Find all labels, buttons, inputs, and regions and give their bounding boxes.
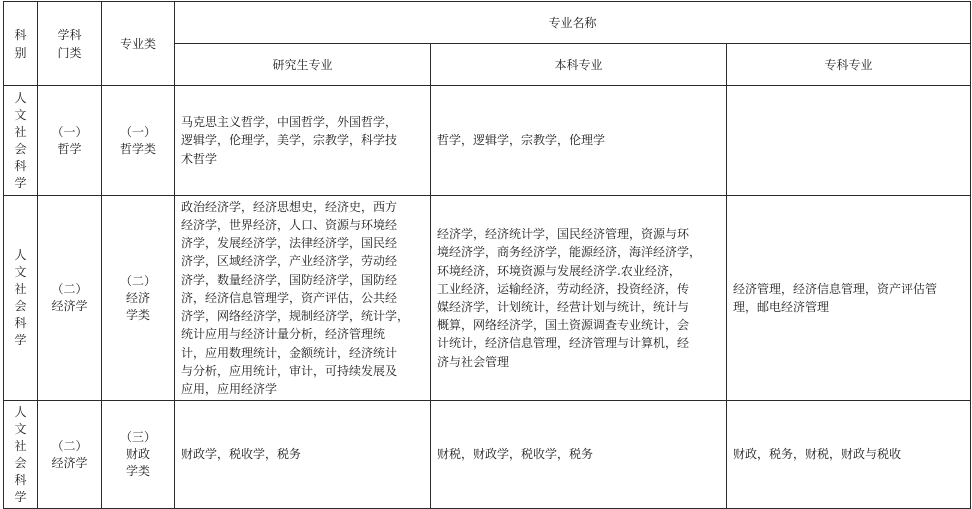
vocational-cell <box>727 86 971 196</box>
vocational-cell: 经济管理，经济信息管理，资产评估管 理，邮电经济管理 <box>727 196 971 401</box>
undergraduate-cell: 财税，财政学，税收学，税务 <box>431 401 727 509</box>
header-vocational: 专科专业 <box>727 44 971 86</box>
table-row <box>4 196 971 401</box>
undergraduate-cell: 经济学，经济统计学，国民经济管理，资源与环 境经济学，商务经济学，能源经济，海洋经济学， 环境经济，环境资源与发展经济学.农业经济， 工业经济，运输经济，劳动经济，投资经济，传 媒经济学，计划统计，经营计划与统计，统计与 概算，网络经济学，国土资源调查专业统计，会 计统计，经济信息管理，经济管理与计算机，经 济与社会管理 <box>431 196 727 401</box>
category-cell: （一） 哲学 <box>38 86 102 196</box>
header-row-1 <box>4 2 971 44</box>
header-graduate: 研究生专业 <box>175 44 431 86</box>
graduate-cell: 马克思主义哲学，中国哲学，外国哲学， 逻辑学，伦理学，美学，宗教学，科学技 术哲学 <box>175 86 431 196</box>
discipline-cell: 人 文 社 会 科 学 <box>4 401 38 509</box>
graduate-cell: 政治经济学，经济思想史，经济史，西方 经济学，世界经济，人口、资源与环境经 济学，发展经济学，法律经济学，国民经 济学，区域经济学，产业经济学，劳动经 济学，数量经济学，国防经济学，国防经 济，经济信息管理学，资产评估，公共经 济学，网络经济学，规制经济学，统计学， 统计应用与经济计量分析，经济管理统 计，应用数理统计，金额统计，经济统计 与分析，应用统计，审计，可持续发展及 应用，应用经济学 <box>175 196 431 401</box>
major-class-cell: （三） 财政 学类 <box>102 401 175 509</box>
header-category: 学科 门类 <box>38 2 102 86</box>
category-cell: （二） 经济学 <box>38 401 102 509</box>
major-class-cell: （一） 哲学类 <box>102 86 175 196</box>
header-major-name: 专业名称 <box>175 2 971 44</box>
discipline-cell: 人 文 社 会 科 学 <box>4 86 38 196</box>
header-major-class: 专业类 <box>102 2 175 86</box>
table-row <box>4 401 971 509</box>
major-class-cell: （二） 经济 学类 <box>102 196 175 401</box>
discipline-cell: 人 文 社 会 科 学 <box>4 196 38 401</box>
table-row <box>4 86 971 196</box>
category-cell: （二） 经济学 <box>38 196 102 401</box>
undergraduate-cell: 哲学，逻辑学，宗教学，伦理学 <box>431 86 727 196</box>
header-discipline: 科 别 <box>4 2 38 86</box>
majors-table <box>3 1 971 509</box>
vocational-cell: 财政，税务，财税，财政与税收 <box>727 401 971 509</box>
graduate-cell: 财政学，税收学，税务 <box>175 401 431 509</box>
header-undergraduate: 本科专业 <box>431 44 727 86</box>
